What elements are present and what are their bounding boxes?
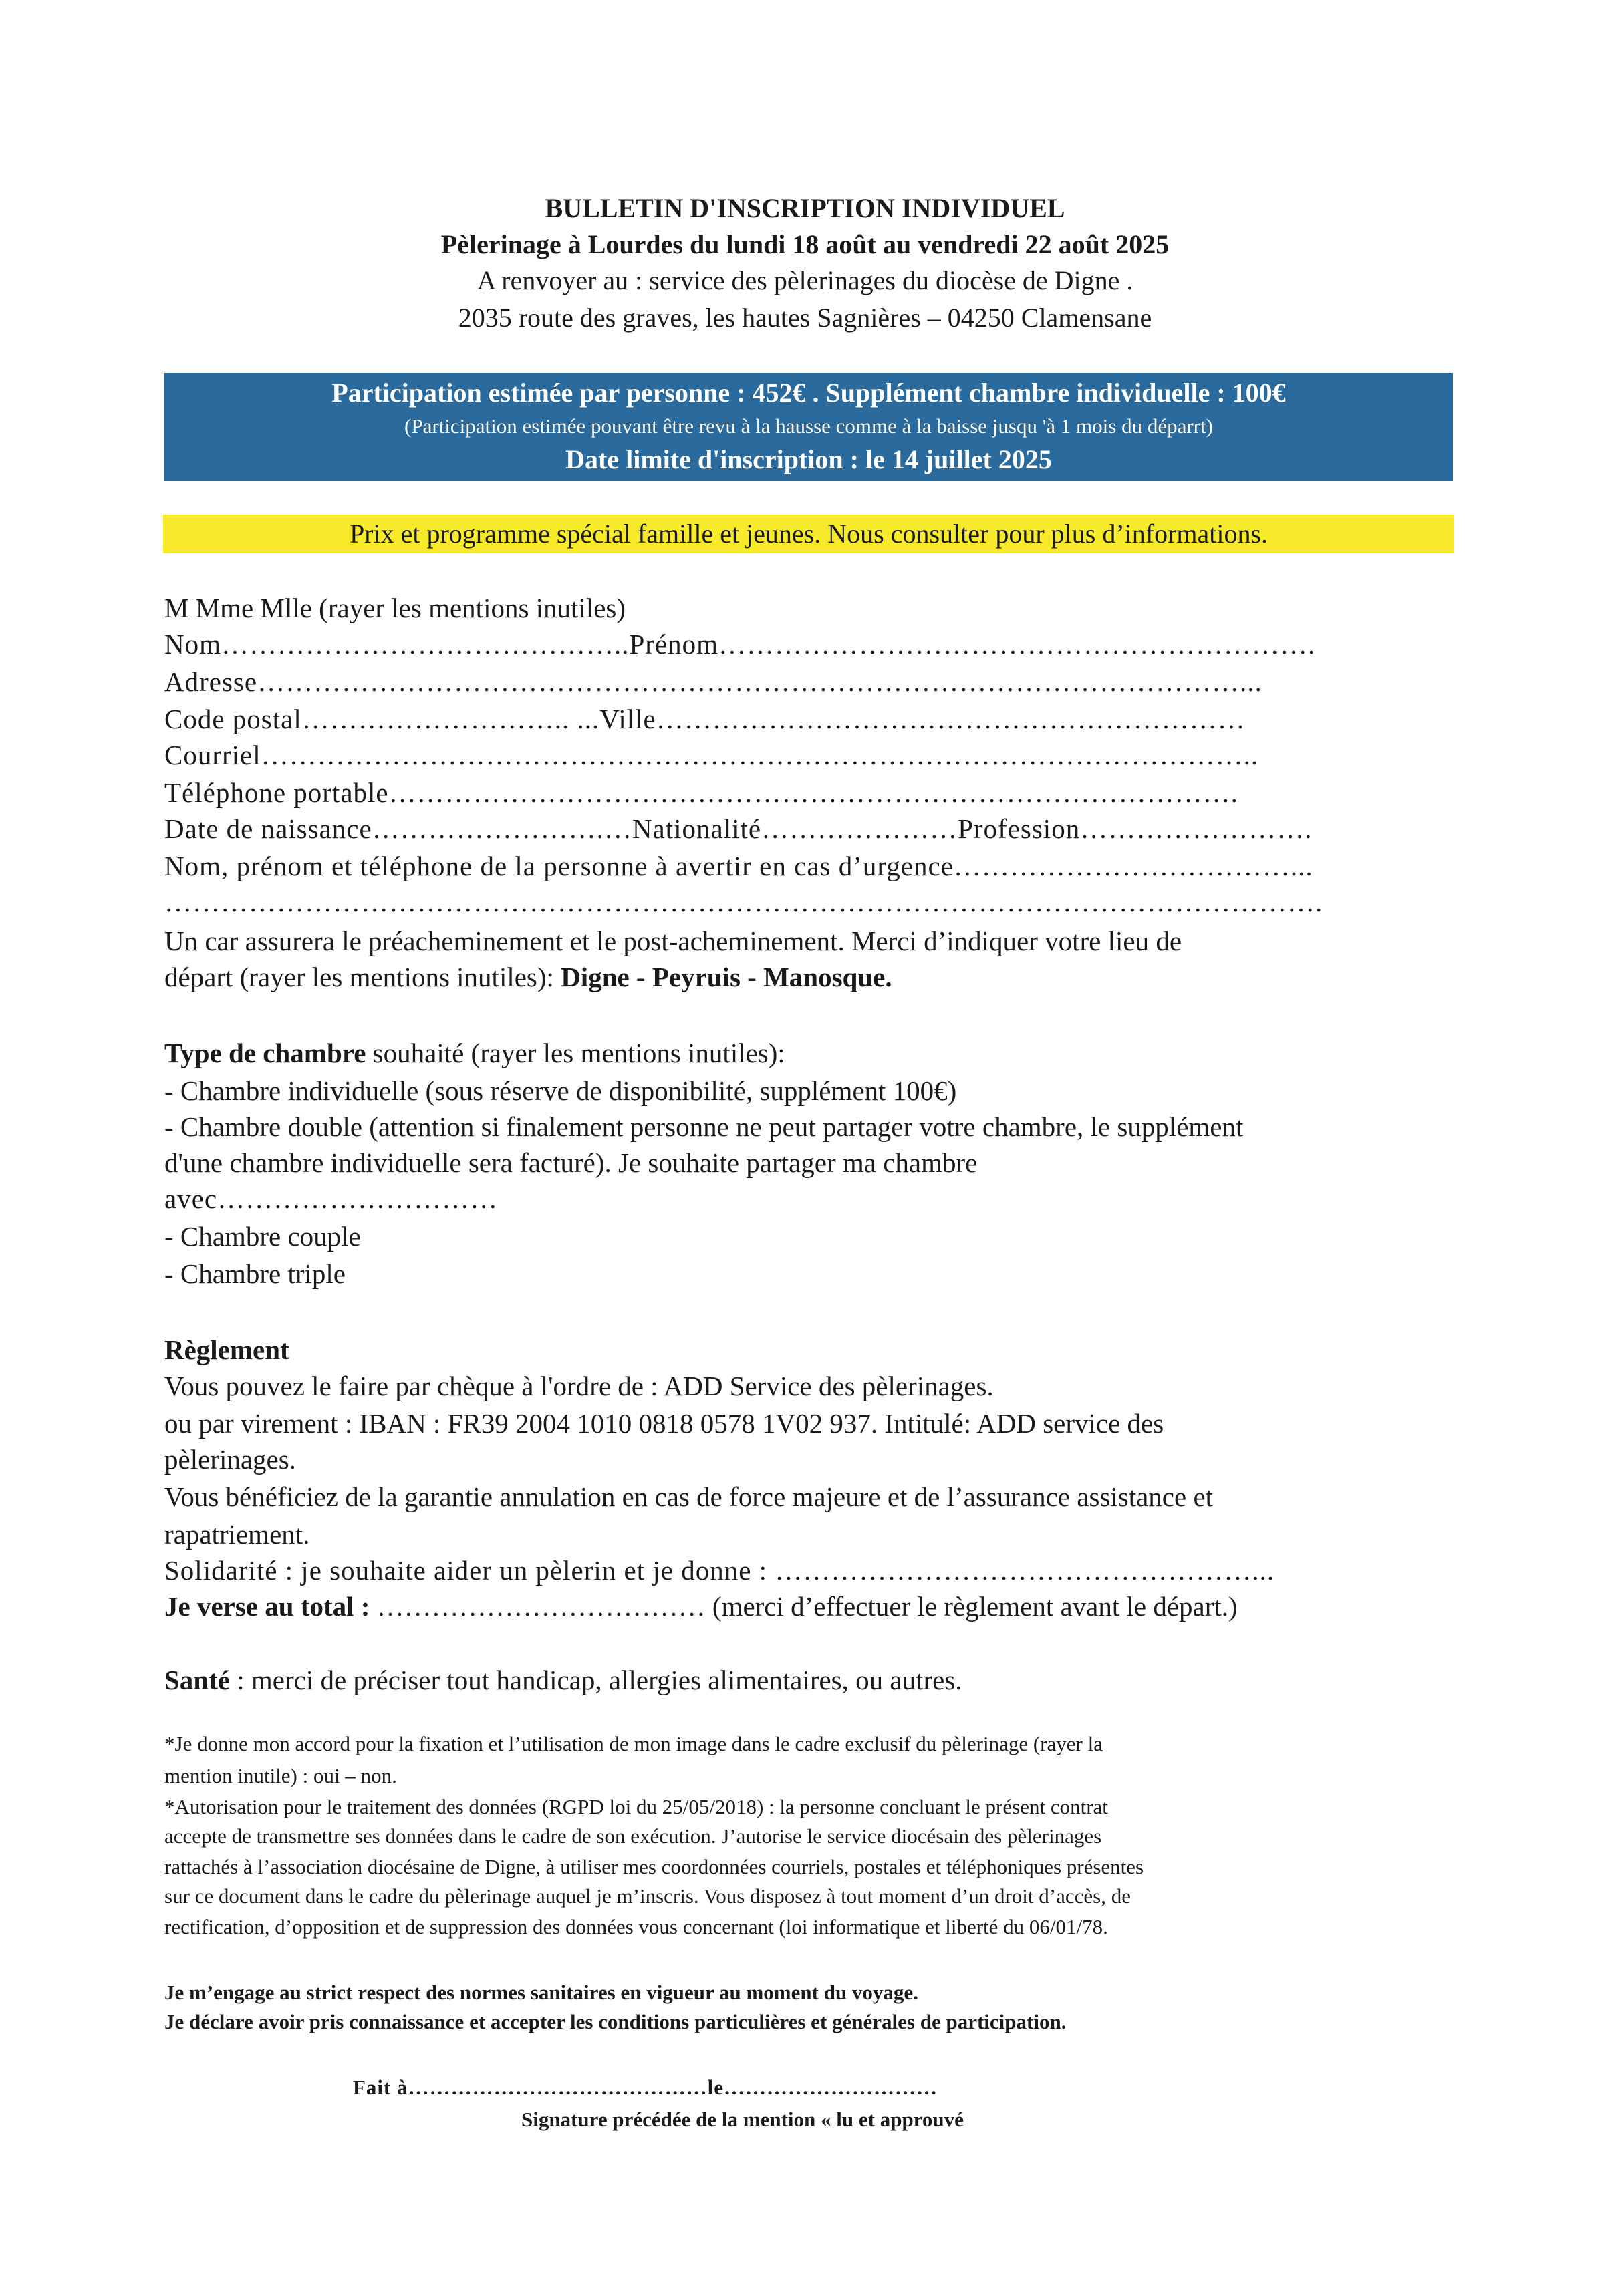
postal-city-field[interactable]: Code postal……………………….. ...Ville……………………………………………………… xyxy=(164,704,1246,734)
health-line xyxy=(164,1664,1474,1696)
rgpd-5: rectification, d’opposition et de suppression des données vous concernant (loi informatique et liberté du 06/01/78. xyxy=(164,1915,1108,1939)
image-consent-2: mention inutile) : oui – non. xyxy=(164,1764,397,1787)
registration-deadline: Date limite d'inscription : le 14 juillet 2025 xyxy=(565,444,1052,474)
birth-nationality-profession-field[interactable]: Date de naissance…………………….…Nationalité…………………Profession……………………. xyxy=(164,813,1313,844)
health-label: Santé xyxy=(164,1665,230,1695)
place-date-field[interactable]: Fait à……………………………………le………………………… xyxy=(353,2075,938,2099)
payment-cheque: Vous pouvez le faire par chèque à l'ordre de : ADD Service des pèlerinages. xyxy=(164,1371,994,1401)
transport-line-2 xyxy=(164,961,1474,993)
payment-heading: Règlement xyxy=(164,1334,289,1365)
phone-field[interactable]: Téléphone portable………………………………………………………………………………. xyxy=(164,777,1238,808)
room-option-single[interactable]: - Chambre individuelle (sous réserve de disponibilité, supplément 100€) xyxy=(164,1075,957,1106)
return-address: 2035 route des graves, les hautes Sagnières – 04250 Clamensane xyxy=(458,303,1152,333)
rgpd-3: rattachés à l’association diocésaine de Digne, à utiliser mes coordonnées courriels, postales et téléphoniques présentes xyxy=(164,1855,1144,1878)
transport-instruction: départ (rayer les mentions inutiles): xyxy=(164,962,554,992)
address-field[interactable]: Adresse……………………………………………………………………………………………... xyxy=(164,666,1262,697)
form-title: BULLETIN D'INSCRIPTION INDIVIDUEL xyxy=(545,193,1065,223)
room-option-double[interactable]: - Chambre double (attention si finalement personne ne peut partager votre chambre, le supplément xyxy=(164,1111,1244,1142)
cancellation-guarantee: Vous bénéficiez de la garantie annulation en cas de force majeure et de l’assurance assistance et xyxy=(164,1481,1214,1512)
room-type-heading xyxy=(164,1037,1474,1069)
email-field[interactable]: Courriel…………………………………………………………………………………………….. xyxy=(164,740,1259,770)
price-band xyxy=(164,373,1453,481)
room-option-double-note: d'une chambre individuelle sera facturé). Je souhaite partager ma chambre xyxy=(164,1147,978,1178)
rgpd-4: sur ce document dans le cadre du pèlerinage auquel je m’inscris. Vous disposez à tout moment d’un droit d’accès, de xyxy=(164,1884,1131,1908)
solidarity-donation-field[interactable]: Solidarité : je souhaite aider un pèlerin et je donne : ……………………………………………... xyxy=(164,1555,1275,1586)
health-instruction: : merci de préciser tout handicap, allergies alimentaires, ou autres. xyxy=(229,1665,962,1695)
total-value-line[interactable]: ……………………………… (merci d’effectuer le règlement avant le départ.) xyxy=(370,1591,1238,1622)
image-consent-1: *Je donne mon accord pour la fixation et l’utilisation de mon image dans le cadre exclusif du pèlerinage (rayer la xyxy=(164,1732,1103,1755)
emergency-contact-continuation[interactable]: ……………………………………………………………………………………………………………. xyxy=(164,887,1323,917)
name-field[interactable]: Nom……………………………………..Prénom………………………………………………………. xyxy=(164,629,1316,660)
emergency-contact-field[interactable]: Nom, prénom et téléphone de la personne à avertir en cas d’urgence………………………………... xyxy=(164,851,1313,881)
signature-mention: Signature précédée de la mention « lu et approuvé xyxy=(521,2108,964,2131)
payment-transfer-cont: pèlerinages. xyxy=(164,1444,296,1475)
civility-line: M Mme Mlle (rayer les mentions inutiles) xyxy=(164,593,626,623)
payment-transfer: ou par virement : IBAN : FR39 2004 1010 0818 0578 1V02 937. Intitulé: ADD service des xyxy=(164,1408,1164,1439)
rgpd-1: *Autorisation pour le traitement des données (RGPD loi du 25/05/2018) : la personne concluant le présent contrat xyxy=(164,1795,1108,1818)
sanitary-commitment: Je m’engage au strict respect des normes sanitaires en vigueur au moment du voyage. xyxy=(164,1981,918,2004)
rgpd-2: accepte de transmettre ses données dans le cadre de son exécution. J’autorise le service diocésain des pèlerinages xyxy=(164,1824,1102,1848)
total-label: Je verse au total : xyxy=(164,1591,370,1622)
price-note: (Participation estimée pouvant être revu à la hausse comme à la baisse jusqu 'à 1 mois du déparrt) xyxy=(404,414,1213,438)
return-to-line: A renvoyer au : service des pèlerinages du diocèse de Digne . xyxy=(477,265,1133,295)
transport-line-1: Un car assurera le préacheminement et le post-acheminement. Merci d’indiquer votre lieu de xyxy=(164,925,1182,956)
departure-options[interactable]: Digne - Peyruis - Manosque. xyxy=(561,962,892,992)
share-with-field[interactable]: avec………………………… xyxy=(164,1183,499,1214)
room-type-instruction: souhaité (rayer les mentions inutiles): xyxy=(366,1038,785,1068)
cancellation-guarantee-cont: rapatriement. xyxy=(164,1519,310,1550)
conditions-acceptance: Je déclare avoir pris connaissance et accepter les conditions particulières et générales de participation. xyxy=(164,2010,1067,2033)
room-option-triple[interactable]: - Chambre triple xyxy=(164,1258,346,1289)
family-youth-highlight: Prix et programme spécial famille et jeunes. Nous consulter pour plus d’informations. xyxy=(163,515,1454,553)
price-estimate: Participation estimée par personne : 452€ . Supplément chambre individuelle : 100€ xyxy=(331,378,1286,408)
room-type-label: Type de chambre xyxy=(164,1038,366,1068)
room-option-couple[interactable]: - Chambre couple xyxy=(164,1221,361,1252)
pilgrimage-dates: Pèlerinage à Lourdes du lundi 18 août au vendredi 22 août 2025 xyxy=(440,229,1170,259)
total-payment-field[interactable] xyxy=(164,1590,1474,1622)
